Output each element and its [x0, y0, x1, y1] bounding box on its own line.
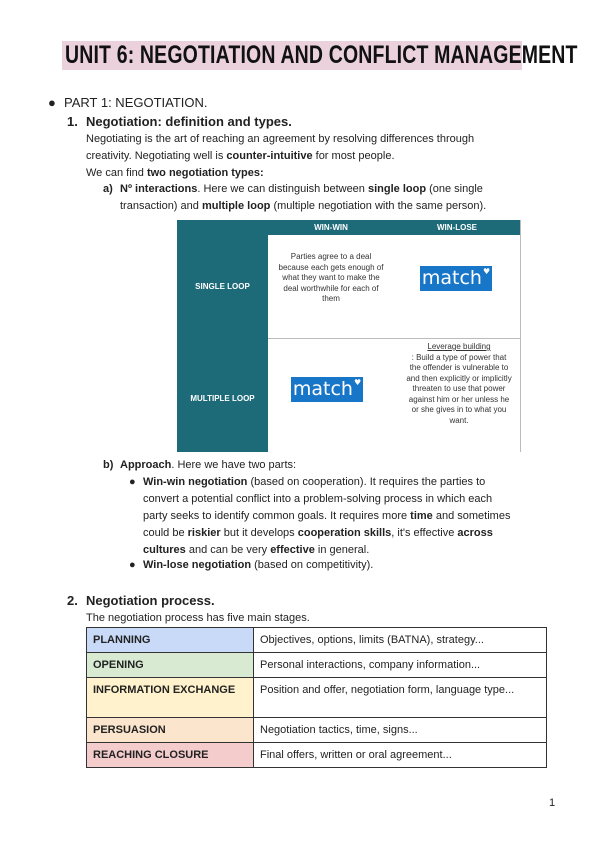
text-line	[120, 457, 296, 474]
item-approach	[120, 457, 296, 474]
bold-text: counter-intuitive	[226, 150, 313, 162]
text-run: could be	[143, 527, 188, 539]
stage-description: Objectives, options, limits (BATNA), strategy...	[254, 628, 547, 653]
bullet-icon: ●	[129, 559, 136, 571]
text-line	[143, 474, 510, 491]
bold-text: Nº interactions	[120, 183, 198, 195]
list-marker: b)	[103, 459, 114, 471]
logo-text: match	[292, 378, 353, 400]
bullet-win-win	[143, 474, 510, 559]
text-run: creativity. Negotiating well is	[86, 150, 227, 162]
leverage-desc: : Build a type of power that the offender is vulnerable to and then explicitly or implicitly threaten to use that power against him or her unless he or she gives in to what you want.	[406, 352, 512, 425]
text-line	[120, 181, 486, 198]
text-run: (multiple negotiation with the same person).	[270, 200, 487, 212]
section-heading: Negotiation: definition and types.	[86, 114, 292, 129]
text-run: and sometimes	[432, 510, 511, 522]
stage-description: Personal interactions, company information...	[254, 653, 547, 678]
logo-text: match	[421, 267, 482, 289]
bold-text: cultures	[143, 544, 186, 556]
text-run: convert a potential conflict into a problem-solving process in which each	[143, 493, 493, 505]
text-run: in general.	[314, 544, 370, 556]
match-logo	[291, 377, 363, 402]
stage-name: REACHING CLOSURE	[87, 743, 254, 768]
stage-description: Final offers, written or oral agreement...	[254, 743, 547, 768]
bold-text: Approach	[120, 459, 172, 471]
bold-text: Win-lose negotiation	[143, 559, 252, 571]
text-line	[86, 165, 474, 182]
section-number: 2.	[67, 593, 78, 608]
text-line	[86, 131, 474, 148]
text-run: party seeks to identify common goals. It requires more	[143, 510, 411, 522]
bullet-win-lose	[143, 557, 373, 574]
title-highlight	[62, 41, 578, 70]
heart-icon: ♥	[482, 267, 491, 276]
text-run: (one single	[426, 183, 483, 195]
text-run: for most people.	[312, 150, 395, 162]
bullet-icon: ●	[48, 95, 56, 110]
stage-name: OPENING	[87, 653, 254, 678]
text-run: transaction) and	[120, 200, 202, 212]
bold-text: cooperation skills	[297, 527, 392, 539]
bold-text: effective	[270, 544, 315, 556]
table-row	[87, 718, 547, 743]
text-run: . Here we can distinguish between	[197, 183, 368, 195]
section-number: 1.	[67, 114, 78, 129]
col-win-lose: WIN-LOSE	[437, 223, 477, 232]
bold-text: time	[410, 510, 433, 522]
item-interactions	[120, 181, 486, 215]
part-heading: PART 1: NEGOTIATION.	[64, 95, 208, 110]
bullet-icon: ●	[129, 476, 136, 488]
heart-icon: ♥	[353, 378, 362, 387]
stage-name: PLANNING	[87, 628, 254, 653]
text-run: but it develops	[220, 527, 298, 539]
text-line	[143, 557, 373, 574]
match-logo	[420, 266, 492, 291]
bold-text: riskier	[187, 527, 221, 539]
text-run: Negotiating is the art of reaching an agreement by resolving differences through	[86, 133, 475, 145]
negotiation-types-figure	[177, 220, 521, 452]
stage-description: Negotiation tactics, time, signs...	[254, 718, 547, 743]
bold-text: across	[457, 527, 493, 539]
text-run: (based on cooperation). It requires the parties to	[247, 476, 486, 488]
process-intro: The negotiation process has five main stages.	[86, 612, 310, 624]
leverage-text	[405, 342, 513, 426]
text-run: , it's effective	[391, 527, 458, 539]
text-run: (based on competitivity).	[251, 559, 374, 571]
row-single-loop: SINGLE LOOP	[195, 282, 250, 291]
stage-description: Position and offer, negotiation form, language type...	[254, 678, 547, 718]
table-row	[87, 653, 547, 678]
stage-name: INFORMATION EXCHANGE	[87, 678, 254, 718]
text-line	[143, 491, 510, 508]
page-title: UNIT 6: NEGOTIATION AND CONFLICT MANAGEMENT	[65, 41, 578, 69]
leverage-title: Leverage building	[427, 342, 491, 351]
intro-paragraph	[86, 131, 474, 182]
text-line	[120, 198, 486, 215]
stages-table	[86, 627, 547, 768]
col-win-win: WIN-WIN	[314, 223, 348, 232]
text-line	[143, 525, 510, 542]
page-number: 1	[549, 797, 556, 809]
text-run: We can find	[86, 167, 147, 179]
row-divider	[268, 338, 520, 339]
table-row	[87, 628, 547, 653]
table-row	[87, 678, 547, 718]
bold-text: Win-win negotiation	[143, 476, 248, 488]
text-run: and can be very	[185, 544, 271, 556]
row-header-band	[177, 220, 268, 452]
section-heading: Negotiation process.	[86, 593, 215, 608]
bold-text: single loop	[367, 183, 427, 195]
win-win-single-text: Parties agree to a deal because each gets enough of what they want to make the deal worthwhile for each of them	[278, 252, 384, 303]
bold-text: multiple loop	[201, 200, 271, 212]
text-run: . Here we have two parts:	[171, 459, 297, 471]
table-row	[87, 743, 547, 768]
stage-name: PERSUASION	[87, 718, 254, 743]
list-marker: a)	[103, 183, 113, 195]
row-multiple-loop: MULTIPLE LOOP	[190, 394, 255, 403]
text-line	[86, 148, 474, 165]
bold-text: two negotiation types:	[146, 167, 264, 179]
text-line	[143, 508, 510, 525]
